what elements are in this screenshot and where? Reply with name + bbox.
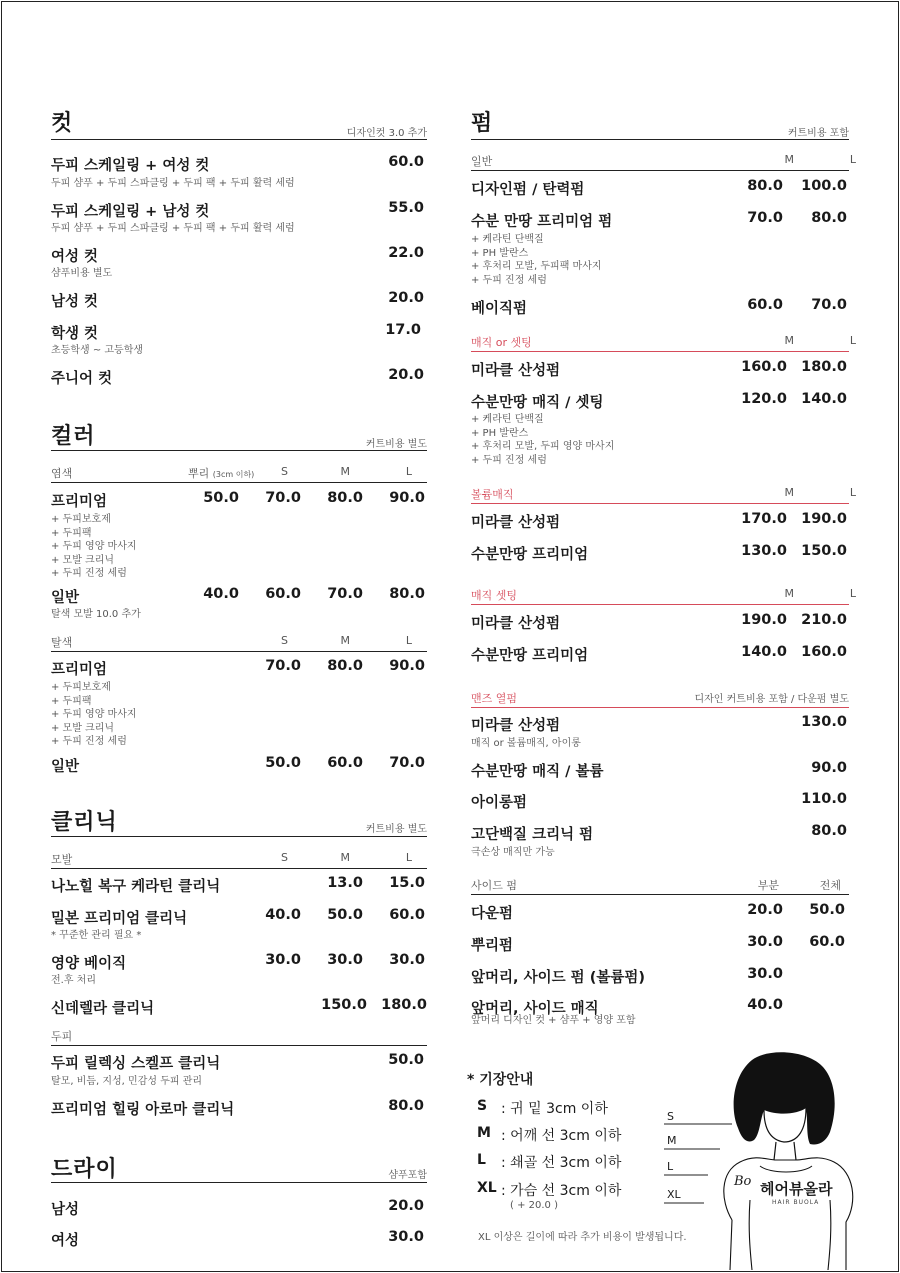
perm-title: 펌 — [471, 111, 494, 136]
perm-note: 커트비용 포함 — [787, 128, 849, 139]
dye-item-l: 80.0 — [389, 586, 425, 602]
hair-length-illustration-icon — [660, 1050, 870, 1270]
cut-item-name: 두피 스케일링 + 여성 컷 — [51, 158, 210, 174]
perm-mens-note: 디자인 커트비용 포함 / 다운펌 별도 — [694, 694, 849, 705]
dry-item-price: 30.0 — [388, 1229, 424, 1245]
scalp-header-label: 두피 — [51, 1030, 73, 1043]
figure-label-xl: XL — [667, 1188, 681, 1201]
perm-item-l: 140.0 — [801, 391, 847, 407]
guide-key: S — [477, 1098, 488, 1114]
cut-item-name: 여성 컷 — [51, 249, 99, 265]
cut-rule — [51, 139, 427, 140]
dye-header-l: L — [405, 465, 412, 478]
perm-magic-rule — [471, 351, 849, 352]
perm-item-name: 디자인펌 / 탄력펌 — [471, 182, 585, 198]
guide-xl-extra: ( + 20.0 ) — [510, 1200, 558, 1211]
hair-item-desc: 전.후 처리 — [51, 975, 96, 986]
bleach-header-s: S — [281, 634, 288, 647]
bleach-header-l: L — [405, 634, 412, 647]
mens-item-name: 미라클 산성펌 — [471, 718, 561, 734]
hair-header-rule — [51, 868, 427, 869]
perm-item-m: 70.0 — [747, 210, 783, 226]
bleach-item-name: 일반 — [51, 759, 80, 775]
perm-side-label: 사이드 펌 — [471, 879, 518, 892]
perm-volume-rule — [471, 503, 849, 504]
perm-item-desc: + 케라틴 단백질 + PH 발란스 + 후처리 모발, 두피팩 마사지 + 두피 진정 세럼 — [471, 234, 602, 286]
dry-note: 샴푸포함 — [388, 1170, 427, 1181]
cut-item-name: 학생 컷 — [51, 326, 99, 342]
cut-item-price: 60.0 — [388, 154, 424, 170]
bleach-item-desc: + 두피보호제 + 두피팩 + 두피 영양 마사지 + 모발 크리닉 + 두피 진정 세럼 — [51, 682, 137, 747]
cut-item-price: 22.0 — [388, 245, 424, 261]
side-item-part: 30.0 — [747, 934, 783, 950]
perm-item-l: 210.0 — [801, 612, 847, 628]
mens-item-desc: 극손상 매직만 가능 — [471, 847, 555, 858]
dye-item-root: 50.0 — [203, 490, 239, 506]
hair-header-label: 모발 — [51, 853, 73, 866]
dye-item-desc: 탈색 모발 10.0 추가 — [51, 609, 141, 620]
side-item-name: 다운펌 — [471, 906, 514, 922]
hair-item-name: 신데렐라 클리닉 — [51, 1001, 155, 1017]
perm-general-l: L — [849, 153, 856, 166]
dry-item-name: 여성 — [51, 1233, 80, 1249]
cut-item-desc: 두피 샴푸 + 두피 스파클링 + 두피 팩 + 두피 활력 세럼 — [51, 178, 295, 189]
scalp-item-name: 두피 릴렉싱 스켈프 클리닉 — [51, 1056, 221, 1072]
cut-note: 디자인컷 3.0 추가 — [346, 128, 427, 139]
perm-item-m: 170.0 — [741, 511, 787, 527]
mens-item-name: 고단백질 크리닉 펌 — [471, 827, 594, 843]
mens-item-desc: 매직 or 볼륨매직, 아이롱 — [471, 738, 581, 749]
scalp-header-rule — [51, 1045, 427, 1046]
clinic-rule — [51, 836, 427, 837]
bleach-item-l: 90.0 — [389, 658, 425, 674]
perm-magic-setting-label: 매직 셋팅 — [471, 589, 518, 602]
bleach-item-s: 70.0 — [265, 658, 301, 674]
perm-mens-label: 맨즈 열펌 — [471, 692, 518, 705]
mens-item-name: 수분만땅 매직 / 볼륨 — [471, 764, 604, 780]
mens-item-price: 80.0 — [811, 823, 847, 839]
cut-item-name: 남성 컷 — [51, 294, 99, 310]
perm-item-m: 60.0 — [747, 297, 783, 313]
guide-title: * 기장안내 — [467, 1072, 534, 1088]
bleach-item-m: 60.0 — [327, 755, 363, 771]
perm-item-l: 70.0 — [811, 297, 847, 313]
perm-magic-m: M — [784, 334, 794, 347]
bleach-item-m: 80.0 — [327, 658, 363, 674]
dry-item-price: 20.0 — [388, 1198, 424, 1214]
dye-item-s: 60.0 — [265, 586, 301, 602]
hair-header-l: L — [405, 851, 412, 864]
cut-item-desc: 샴푸비용 별도 — [51, 268, 113, 279]
hair-item-name: 영양 베이직 — [51, 956, 127, 972]
perm-general-rule — [471, 170, 849, 171]
hair-item-s: 30.0 — [265, 952, 301, 968]
hair-item-l: 60.0 — [389, 907, 425, 923]
hair-item-m: 13.0 — [327, 875, 363, 891]
dye-item-l: 90.0 — [389, 490, 425, 506]
perm-item-name: 수분만땅 프리미엄 — [471, 547, 589, 563]
cut-item-price: 17.0 — [385, 322, 421, 338]
cut-item-price: 20.0 — [388, 367, 424, 383]
dry-rule — [51, 1182, 427, 1183]
guide-footnote: XL 이상은 길이에 따라 추가 비용이 발생됩니다. — [478, 1232, 687, 1243]
hair-item-m: 150.0 — [321, 997, 367, 1013]
color-rule — [51, 450, 427, 451]
dye-header-m: M — [340, 465, 350, 478]
dye-item-m: 70.0 — [327, 586, 363, 602]
color-title: 컬러 — [51, 424, 96, 449]
hair-item-l: 15.0 — [389, 875, 425, 891]
cut-item-name: 두피 스케일링 + 남성 컷 — [51, 204, 210, 220]
perm-item-name: 미라클 산성펌 — [471, 515, 561, 531]
dye-item-s: 70.0 — [265, 490, 301, 506]
perm-item-desc: + 케라틴 단백질 + PH 발란스 + 후처리 모발, 두피 영양 마사지 + 두피 진정 세럼 — [471, 414, 615, 466]
perm-item-name: 미라클 산성펌 — [471, 363, 561, 379]
perm-magic-label: 매직 or 셋팅 — [471, 336, 532, 349]
perm-item-m: 160.0 — [741, 359, 787, 375]
perm-side-part: 부분 — [757, 879, 779, 892]
logo-mark: Bo — [734, 1174, 752, 1189]
hair-item-name: 밀본 프리미엄 클리닉 — [51, 911, 188, 927]
perm-item-m: 130.0 — [741, 543, 787, 559]
perm-item-l: 80.0 — [811, 210, 847, 226]
hair-item-l: 30.0 — [389, 952, 425, 968]
side-item-part: 40.0 — [747, 997, 783, 1013]
perm-rule — [471, 139, 849, 140]
dye-header-root: 뿌리 (3cm 이하) — [188, 467, 255, 480]
side-item-name: 앞머리, 사이드 펌 (볼륨펌) — [471, 970, 645, 986]
hair-item-name: 나노힐 복구 케라틴 클리닉 — [51, 879, 221, 895]
side-item-part: 30.0 — [747, 966, 783, 982]
dye-item-name: 일반 — [51, 590, 80, 606]
perm-magic-setting-l: L — [849, 587, 856, 600]
dye-item-root: 40.0 — [203, 586, 239, 602]
perm-side-whole: 전체 — [819, 879, 841, 892]
perm-volume-m: M — [784, 486, 794, 499]
logo-text: 헤어뷰올라 — [760, 1180, 833, 1198]
perm-item-m: 140.0 — [741, 644, 787, 660]
perm-magic-setting-rule — [471, 604, 849, 605]
hair-item-s: 40.0 — [265, 907, 301, 923]
perm-item-name: 미라클 산성펌 — [471, 616, 561, 632]
hair-item-m: 30.0 — [327, 952, 363, 968]
hair-header-s: S — [281, 851, 288, 864]
dye-item-desc: + 두피보호제 + 두피팩 + 두피 영양 마사지 + 모발 크리닉 + 두피 진정 세럼 — [51, 514, 137, 579]
side-item-whole: 60.0 — [809, 934, 845, 950]
bleach-item-l: 70.0 — [389, 755, 425, 771]
bleach-header-rule — [51, 651, 427, 652]
mens-item-price: 110.0 — [801, 791, 847, 807]
scalp-item-desc: 탈모, 비듬, 지성, 민감성 두피 관리 — [51, 1076, 203, 1087]
cut-item-price: 20.0 — [388, 290, 424, 306]
perm-item-l: 180.0 — [801, 359, 847, 375]
hair-item-m: 50.0 — [327, 907, 363, 923]
perm-magic-l: L — [849, 334, 856, 347]
logo-subtext: HAIR BUOLA — [772, 1199, 820, 1206]
perm-mens-rule — [471, 707, 849, 708]
hair-item-l: 180.0 — [381, 997, 427, 1013]
side-item-whole: 50.0 — [809, 902, 845, 918]
figure-label-s: S — [667, 1110, 674, 1123]
figure-label-l: L — [667, 1160, 674, 1173]
dye-item-name: 프리미엄 — [51, 494, 108, 510]
perm-item-name: 베이직펌 — [471, 301, 528, 317]
hair-header-m: M — [340, 851, 350, 864]
scalp-item-price: 50.0 — [388, 1052, 424, 1068]
cut-item-name: 주니어 컷 — [51, 371, 113, 387]
color-note: 커트비용 별도 — [365, 439, 427, 450]
scalp-item-price: 80.0 — [388, 1098, 424, 1114]
perm-general-m: M — [784, 153, 794, 166]
guide-value: : 귀 밑 3cm 이하 — [501, 1101, 608, 1117]
perm-item-m: 120.0 — [741, 391, 787, 407]
perm-item-m: 80.0 — [747, 178, 783, 194]
figure-label-m: M — [667, 1134, 677, 1147]
perm-item-name: 수분 만땅 프리미엄 펌 — [471, 214, 613, 230]
cut-item-price: 55.0 — [388, 200, 424, 216]
side-item-desc: 앞머리 디자인 컷 + 샴푸 + 영양 포함 — [471, 1015, 636, 1026]
mens-item-price: 90.0 — [811, 760, 847, 776]
clinic-title: 클리닉 — [51, 810, 118, 835]
dye-header-label: 염색 — [51, 467, 73, 480]
guide-value: : 쇄골 선 3cm 이하 — [501, 1155, 622, 1171]
mens-item-name: 아이롱펌 — [471, 795, 528, 811]
bleach-item-s: 50.0 — [265, 755, 301, 771]
perm-item-name: 수분만땅 프리미엄 — [471, 648, 589, 664]
cut-item-desc: 두피 샴푸 + 두피 스파클링 + 두피 팩 + 두피 활력 세럼 — [51, 223, 295, 234]
side-item-name: 뿌리펌 — [471, 938, 514, 954]
guide-key: XL — [477, 1180, 497, 1196]
guide-value: : 가슴 선 3cm 이하 — [501, 1183, 622, 1199]
perm-item-name: 수분만땅 매직 / 셋팅 — [471, 395, 604, 411]
perm-item-l: 100.0 — [801, 178, 847, 194]
bleach-header-m: M — [340, 634, 350, 647]
mens-item-price: 130.0 — [801, 714, 847, 730]
dye-header-rule — [51, 482, 427, 483]
perm-side-rule — [471, 894, 849, 895]
cut-item-desc: 초등학생 ~ 고등학생 — [51, 345, 144, 356]
side-item-name: 앞머리, 사이드 매직 — [471, 1001, 599, 1017]
dye-item-m: 80.0 — [327, 490, 363, 506]
hair-item-desc: * 꾸준한 관리 필요 * — [51, 930, 142, 941]
side-item-part: 20.0 — [747, 902, 783, 918]
bleach-header-label: 탈색 — [51, 636, 73, 649]
dry-item-name: 남성 — [51, 1202, 80, 1218]
perm-item-m: 190.0 — [741, 612, 787, 628]
perm-volume-l: L — [849, 486, 856, 499]
dye-header-s: S — [281, 465, 288, 478]
guide-key: M — [477, 1125, 491, 1141]
perm-volume-label: 볼륨매직 — [471, 488, 514, 501]
guide-key: L — [477, 1152, 486, 1168]
scalp-item-name: 프리미엄 힐링 아로마 클리닉 — [51, 1102, 235, 1118]
clinic-note: 커트비용 별도 — [365, 824, 427, 835]
bleach-item-name: 프리미엄 — [51, 662, 108, 678]
perm-magic-setting-m: M — [784, 587, 794, 600]
perm-item-l: 150.0 — [801, 543, 847, 559]
dry-title: 드라이 — [51, 1157, 118, 1182]
perm-item-l: 160.0 — [801, 644, 847, 660]
cut-title: 컷 — [51, 111, 74, 136]
perm-general-label: 일반 — [471, 155, 493, 168]
perm-item-l: 190.0 — [801, 511, 847, 527]
guide-value: : 어깨 선 3cm 이하 — [501, 1128, 622, 1144]
